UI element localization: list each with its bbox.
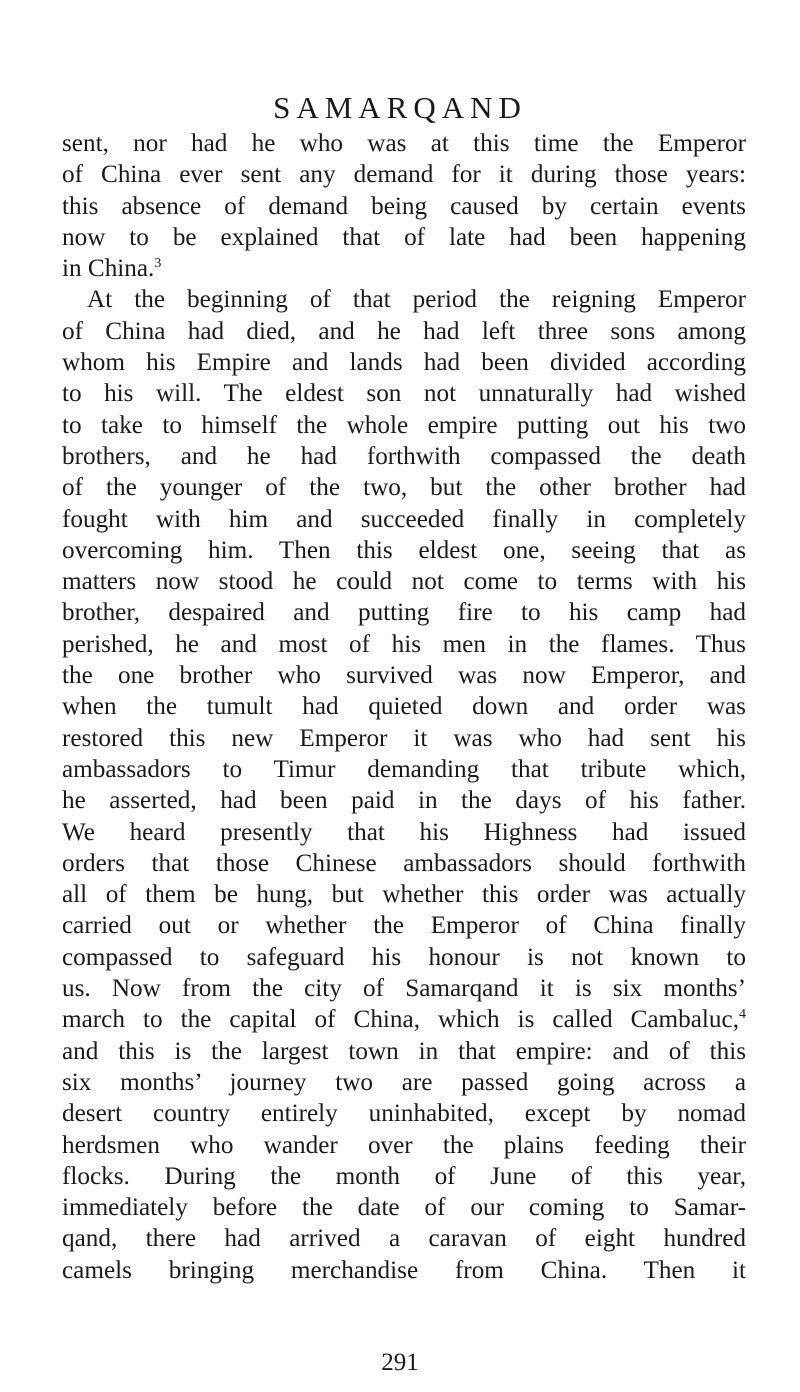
footnote-marker: 3 xyxy=(154,256,162,272)
page-number: 291 xyxy=(381,1349,419,1376)
text-line xyxy=(62,191,746,222)
line-text: of China had died, and he had left three sons among xyxy=(62,317,746,345)
line-text: flocks. During the month of June of this year, xyxy=(62,1162,746,1190)
line-text: when the tumult had quieted down and order was xyxy=(62,693,746,721)
text-line xyxy=(62,629,746,660)
text-line xyxy=(62,942,746,973)
line-text: all of them be hung, but whether this order was actually xyxy=(62,881,746,909)
text-line xyxy=(62,660,746,691)
line-text: in China. xyxy=(62,255,155,283)
text-line xyxy=(62,566,746,597)
text-line xyxy=(62,535,746,566)
line-text: to take to himself the whole empire putting out his two xyxy=(62,411,746,439)
text-line xyxy=(62,504,746,535)
line-text: perished, he and most of his men in the flames. Thus xyxy=(62,630,746,658)
text-line xyxy=(62,691,746,722)
text-line xyxy=(62,284,746,315)
line-text: the one brother who survived was now Emperor, and xyxy=(62,662,746,690)
text-line xyxy=(62,159,746,190)
text-line xyxy=(62,1161,746,1192)
line-text: this absence of demand being caused by certain events xyxy=(62,192,746,220)
text-line xyxy=(62,441,746,472)
text-line xyxy=(62,1130,746,1161)
line-text: desert country entirely uninhabited, except by nomad xyxy=(62,1100,746,1128)
running-head: SAMARQAND xyxy=(273,90,527,125)
text-line xyxy=(62,879,746,910)
line-text: We heard presently that his Highness had issued xyxy=(62,818,746,846)
line-text: immediately before the date of our coming to Samar- xyxy=(62,1194,746,1222)
line-text: qand, there had arrived a caravan of eight hundred xyxy=(62,1225,746,1253)
text-line xyxy=(62,128,746,159)
text-line xyxy=(62,222,746,253)
line-text: carried out or whether the Emperor of China finally xyxy=(62,912,746,940)
line-text: restored this new Emperor it was who had sent his xyxy=(62,724,746,752)
text-line xyxy=(62,1255,746,1286)
text-line xyxy=(62,597,746,628)
text-line xyxy=(62,347,746,378)
text-line xyxy=(62,785,746,816)
line-text: overcoming him. Then this eldest one, seeing that as xyxy=(62,536,746,564)
text-line xyxy=(62,253,746,284)
line-text: to his will. The eldest son not unnaturally had wished xyxy=(62,380,746,408)
line-text: ambassadors to Timur demanding that tribute which, xyxy=(62,755,746,783)
line-text: fought with him and succeeded finally in completely xyxy=(62,505,746,533)
text-line xyxy=(62,1036,746,1067)
text-line xyxy=(62,723,746,754)
footnote-marker: 4 xyxy=(739,1007,746,1023)
text-line xyxy=(62,1098,746,1129)
line-text: march to the capital of China, which is called Cambaluc, xyxy=(62,1006,739,1034)
text-line xyxy=(62,910,746,941)
line-text: herdsmen who wander over the plains feeding their xyxy=(62,1131,746,1159)
text-line xyxy=(62,378,746,409)
line-text: matters now stood he could not come to terms with his xyxy=(62,568,746,596)
text-line xyxy=(62,1004,746,1035)
text-line xyxy=(62,754,746,785)
text-line xyxy=(62,1192,746,1223)
text-line xyxy=(62,316,746,347)
line-text: of the younger of the two, but the other brother had xyxy=(62,474,746,502)
line-text: now to be explained that of late had been happening xyxy=(62,223,746,251)
line-text: six months’ journey two are passed going across a xyxy=(62,1068,746,1096)
line-text: of China ever sent any demand for it during those years: xyxy=(62,161,746,189)
line-text: whom his Empire and lands had been divided according xyxy=(62,349,746,377)
line-text: brother, despaired and putting fire to his camp had xyxy=(62,599,746,627)
line-text: compassed to safeguard his honour is not known to xyxy=(62,943,746,971)
line-text: he asserted, had been paid in the days of his father. xyxy=(62,787,746,815)
text-line xyxy=(62,848,746,879)
text-line xyxy=(62,410,746,441)
line-text: sent, nor had he who was at this time the Emperor xyxy=(62,130,746,157)
text-line xyxy=(62,973,746,1004)
line-text: us. Now from the city of Samarqand it is six months’ xyxy=(62,975,746,1003)
line-text: brothers, and he had forthwith compassed the death xyxy=(62,442,746,470)
line-text: orders that those Chinese ambassadors should forthwith xyxy=(62,849,746,877)
line-text: camels bringing merchandise from China. Then it xyxy=(62,1256,746,1284)
line-text: At the beginning of that period the reigning Emperor xyxy=(87,286,746,314)
text-line xyxy=(62,1067,746,1098)
line-text: and this is the largest town in that empire: and of this xyxy=(62,1037,746,1065)
text-line xyxy=(62,472,746,503)
text-line xyxy=(62,1223,746,1254)
body-text xyxy=(62,128,746,1286)
text-line xyxy=(62,817,746,848)
